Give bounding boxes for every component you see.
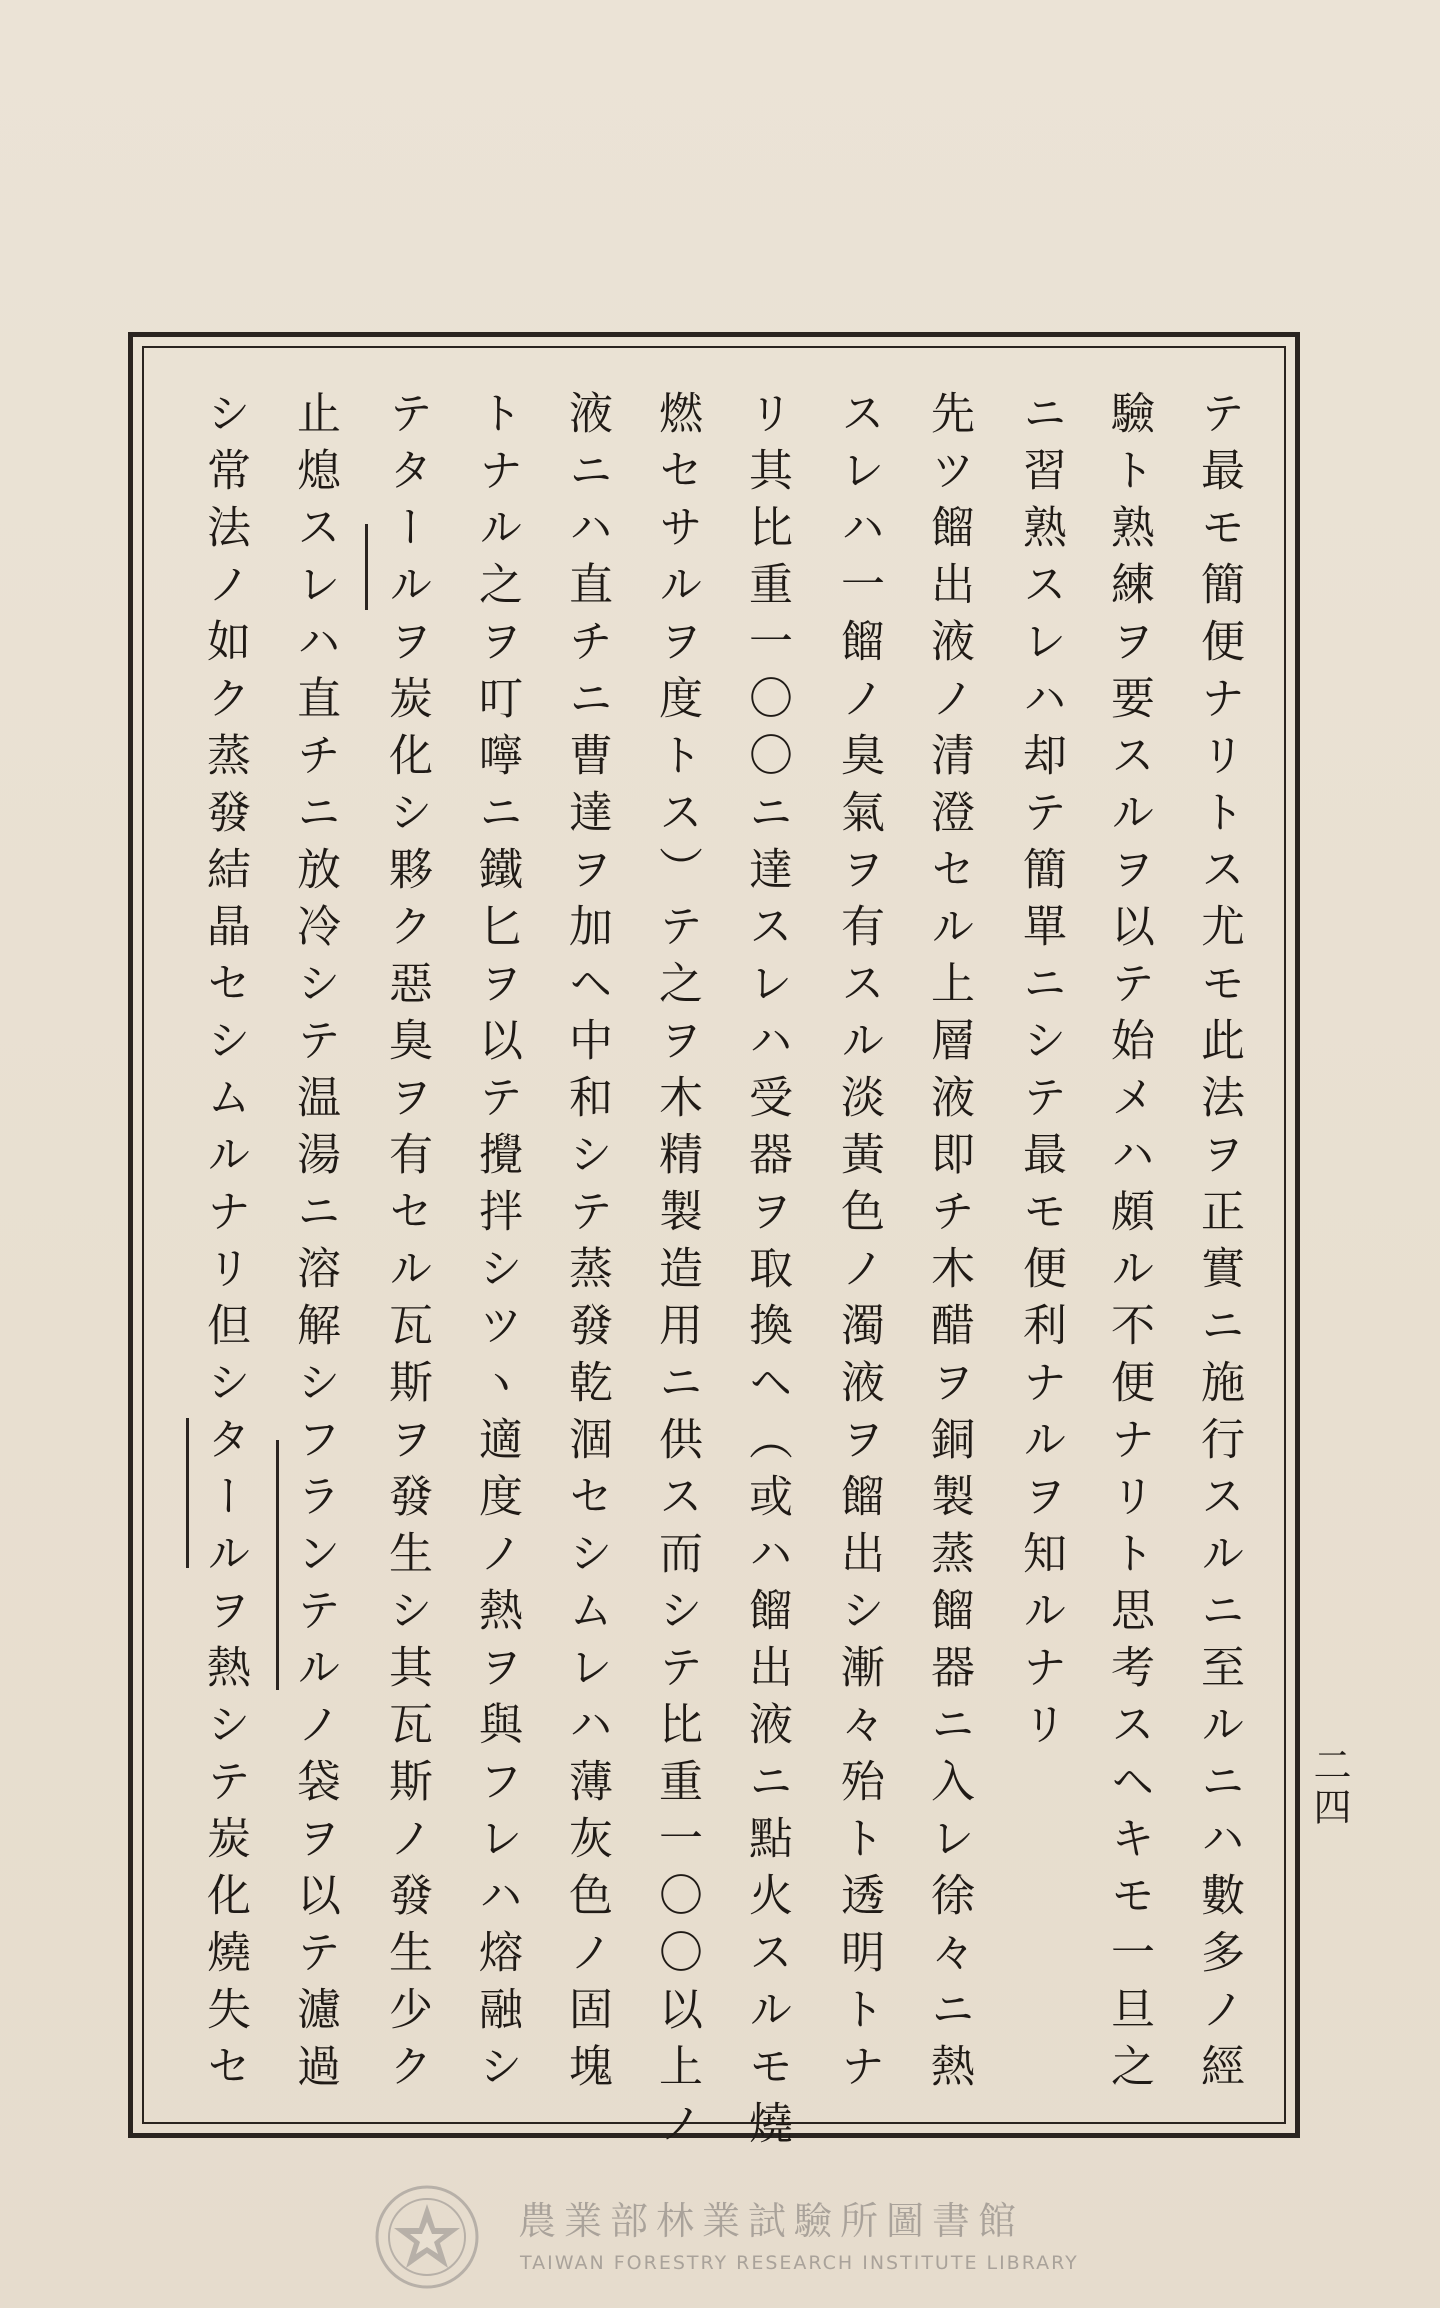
text-column: 止熄スレハ直チニ放冷シテ温湯ニ溶解シフランテルノ袋ヲ以テ濾過 — [289, 390, 340, 2100]
text-column: 液ニハ直チニ曹達ヲ加ヘ中和シテ蒸發乾涸セシムレハ薄灰色ノ固塊 — [561, 390, 612, 2100]
text-column: トナル之ヲ叮嚀ニ鐵匕ヲ以テ攪拌シツヽ適度ノ熱ヲ與フレハ熔融シ — [471, 390, 522, 2100]
text-column: スレハ一餾ノ臭氣ヲ有スル淡黃色ノ濁液ヲ餾出シ漸々殆ト透明トナ — [833, 390, 884, 2100]
text-column: テタールヲ炭化シ夥ク惡臭ヲ有セル瓦斯ヲ發生シ其瓦斯ノ發生少ク — [381, 390, 432, 2100]
text-column: リ其比重一〇〇ニ達スレハ受器ヲ取換ヘ（或ハ餾出液ニ點火スルモ燒 — [741, 390, 792, 2157]
text-column: 燃セサルヲ度トス）テ之ヲ木精製造用ニ供ス而シテ比重一〇〇以上ノ — [651, 390, 702, 2157]
text-column: 驗ト熟練ヲ要スルヲ以テ始メハ頗ル不便ナリト思考スヘキモ一旦之 — [1103, 390, 1154, 2100]
library-watermark — [372, 2182, 1079, 2292]
sideline-mark — [365, 524, 368, 610]
text-column: ニ習熟スレハ却テ簡單ニシテ最モ便利ナルヲ知ルナリ — [1015, 390, 1066, 1758]
sideline-mark — [276, 1440, 279, 1690]
text-column: テ最モ簡便ナリトス尤モ此法ヲ正實ニ施行スルニ至ルニハ數多ノ經 — [1193, 390, 1244, 2100]
library-seal-icon — [372, 2182, 482, 2292]
text-column: シ常法ノ如ク蒸發結晶セシムルナリ但シタールヲ熱シテ炭化燒失セ — [199, 390, 250, 2100]
sideline-mark — [186, 1418, 189, 1568]
library-name-chinese: 農業部林業試驗所圖書館 — [518, 2199, 1025, 2243]
page-number: 二四 — [1307, 1745, 1351, 1829]
text-column: 先ツ餾出液ノ清澄セル上層液即チ木醋ヲ銅製蒸餾器ニ入レ徐々ニ熱 — [923, 390, 974, 2100]
library-name-english: TAIWAN FORESTRY RESEARCH INSTITUTE LIBRARY — [520, 2252, 1079, 2274]
